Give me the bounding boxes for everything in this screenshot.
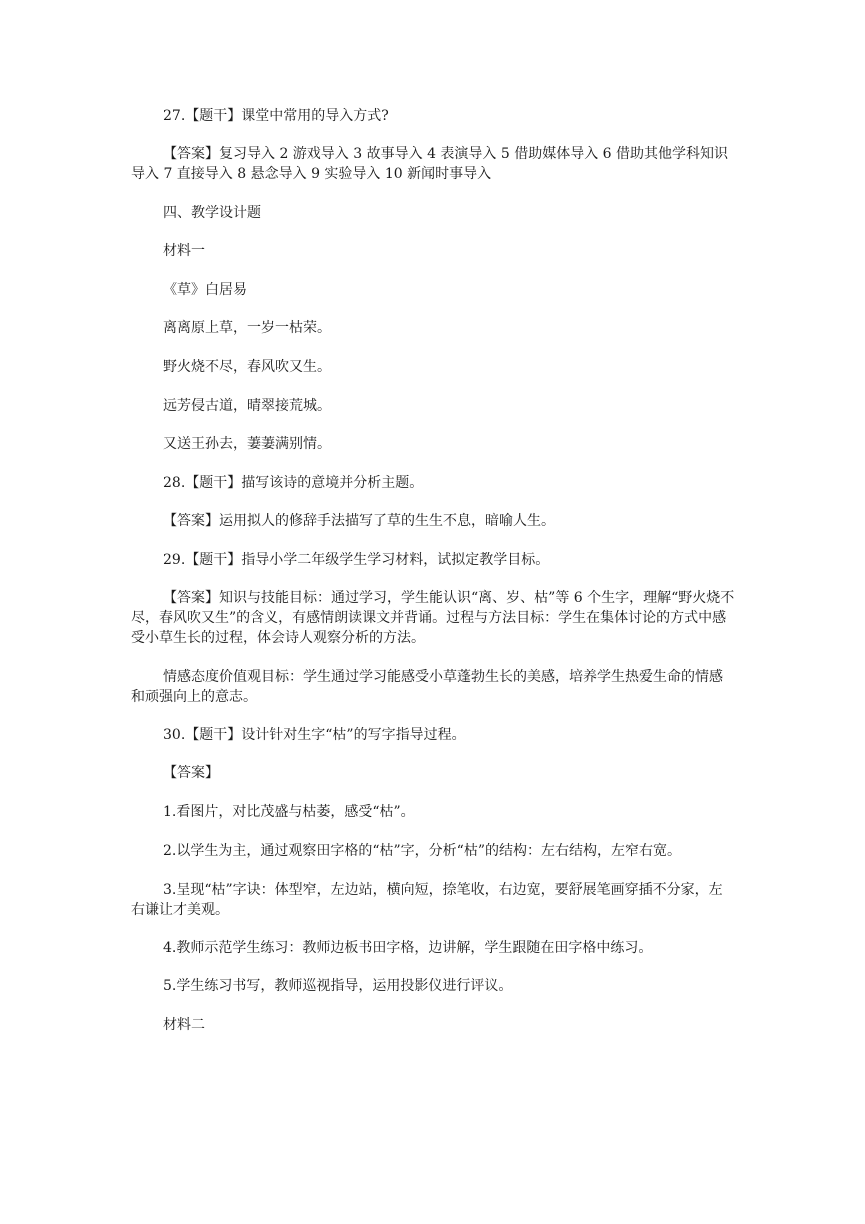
answer-step-1: 1.看图片，对比茂盛与枯萎，感受“枯”。 — [163, 804, 415, 820]
poem-title: 《草》白居易 — [163, 282, 247, 298]
question-30-stem: 30.【题干】设计针对生字“枯”的写字指导过程。 — [163, 727, 466, 743]
poem-line-3: 远芳侵古道，晴翠接荒城。 — [163, 398, 331, 414]
question-29-answer: 【答案】知识与技能目标：通过学习，学生能认识“离、岁、枯”等 6 个生字，理解“野火烧不尽，春风吹又生”的含义，有感情朗读课文并背诵。过程与方法目标：学生在集体讨论的方式中感受小草生长的过程，体会诗人观察分析的方法。 — [131, 590, 735, 646]
answer-step-2: 2.以学生为主，通过观察田字格的“枯”字，分析“枯”的结构：左右结构，左窄右宽。 — [163, 843, 681, 859]
section-heading-teaching-design: 四、教学设计题 — [163, 205, 261, 221]
material-one-heading: 材料一 — [163, 243, 205, 259]
question-29-stem: 29.【题干】指导小学二年级学生学习材料，试拟定教学目标。 — [163, 552, 550, 568]
answer-step-4: 4.教师示范学生练习：教师边板书田字格，边讲解，学生跟随在田字格中练习。 — [163, 940, 653, 956]
poem-line-1: 离离原上草，一岁一枯荣。 — [163, 320, 331, 336]
answer-step-5: 5.学生练习书写，教师巡视指导，运用投影仪进行评议。 — [163, 978, 513, 994]
question-29-answer-emotion: 情感态度价值观目标：学生通过学习能感受小草蓬勃生长的美感，培养学生热爱生命的情感和顽强向上的意志。 — [131, 669, 723, 705]
poem-line-4: 又送王孙去，萋萋满别情。 — [163, 436, 331, 452]
question-30-answer-label: 【答案】 — [163, 765, 219, 781]
question-27-answer: 【答案】复习导入 2 游戏导入 3 故事导入 4 表演导入 5 借助媒体导入 6 借助其他学科知识导入 7 直接导入 8 悬念导入 9 实验导入 10 新闻时事导入 — [131, 146, 729, 182]
question-27-stem: 27.【题干】课堂中常用的导入方式? — [163, 108, 389, 124]
answer-step-3: 3.呈现“枯”字诀：体型窄，左边站，横向短，捺笔收，右边宽，要舒展笔画穿插不分家，左右谦让才美观。 — [131, 882, 723, 918]
question-28-stem: 28.【题干】描写该诗的意境并分析主题。 — [163, 475, 424, 491]
question-28-answer: 【答案】运用拟人的修辞手法描写了草的生生不息，暗喻人生。 — [163, 513, 555, 529]
poem-line-2: 野火烧不尽，春风吹又生。 — [163, 359, 331, 375]
material-two-heading: 材料二 — [163, 1017, 205, 1033]
